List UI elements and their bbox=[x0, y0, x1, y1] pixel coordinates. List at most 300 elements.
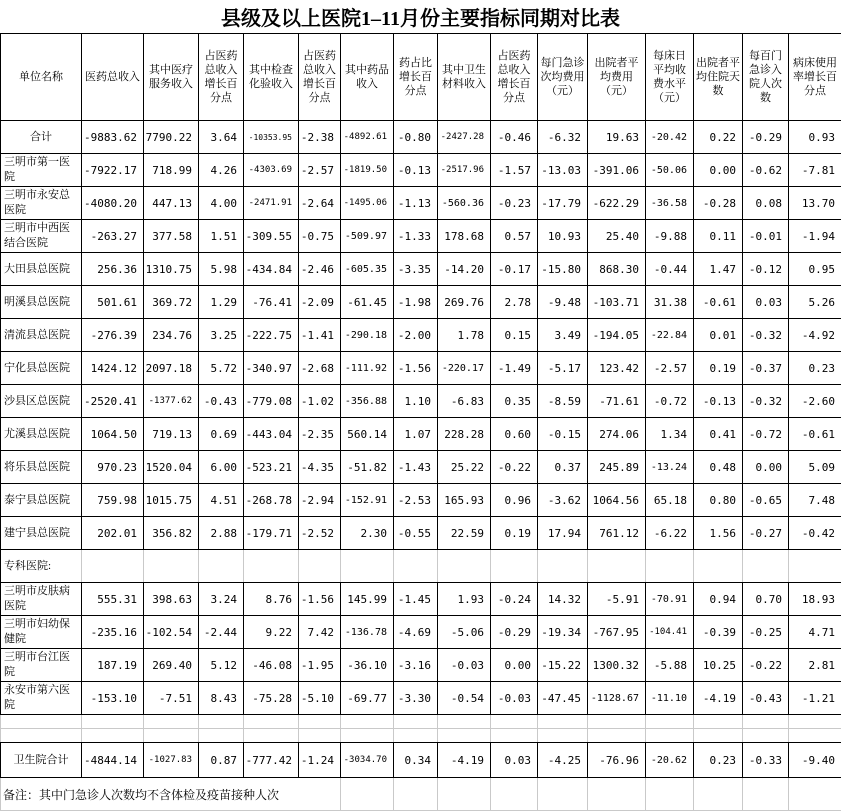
value-cell: 13.70 bbox=[789, 187, 841, 220]
value-cell: -7.51 bbox=[144, 682, 199, 715]
value-cell: 0.37 bbox=[538, 451, 588, 484]
row-label: 三明市第一医院 bbox=[1, 154, 82, 187]
empty-cell bbox=[646, 550, 694, 583]
value-cell: -268.78 bbox=[244, 484, 299, 517]
value-cell: 0.03 bbox=[743, 286, 789, 319]
value-cell: 6.00 bbox=[199, 451, 244, 484]
table-row bbox=[1, 583, 841, 616]
table-row bbox=[1, 743, 841, 778]
value-cell: -2.57 bbox=[299, 154, 341, 187]
value-cell: 0.80 bbox=[694, 484, 743, 517]
value-cell: -1.56 bbox=[394, 352, 438, 385]
value-cell: 0.19 bbox=[491, 517, 538, 550]
row-label: 永安市第六医院 bbox=[1, 682, 82, 715]
empty-cell bbox=[341, 715, 394, 729]
value-cell: 4.71 bbox=[789, 616, 841, 649]
footnote: 备注：其中门急诊人次数均不含体检及疫苗接种人次 bbox=[1, 778, 341, 811]
empty-cell bbox=[394, 778, 438, 811]
value-cell: 145.99 bbox=[341, 583, 394, 616]
value-cell: 65.18 bbox=[646, 484, 694, 517]
value-cell: -2.60 bbox=[789, 385, 841, 418]
value-cell: 0.95 bbox=[789, 253, 841, 286]
empty-cell bbox=[743, 729, 789, 743]
value-cell: 1064.56 bbox=[588, 484, 646, 517]
row-label: 三明市中西医结合医院 bbox=[1, 220, 82, 253]
value-cell: -560.36 bbox=[438, 187, 491, 220]
value-cell: -2.09 bbox=[299, 286, 341, 319]
value-cell: -391.06 bbox=[588, 154, 646, 187]
value-cell: 17.94 bbox=[538, 517, 588, 550]
value-cell: -1.13 bbox=[394, 187, 438, 220]
table-row bbox=[1, 517, 841, 550]
value-cell: -5.88 bbox=[646, 649, 694, 682]
empty-cell bbox=[646, 715, 694, 729]
value-cell: -194.05 bbox=[588, 319, 646, 352]
value-cell: -5.91 bbox=[588, 583, 646, 616]
table-row bbox=[1, 451, 841, 484]
value-cell: -1.49 bbox=[491, 352, 538, 385]
value-cell: -0.23 bbox=[491, 187, 538, 220]
row-label: 清流县总医院 bbox=[1, 319, 82, 352]
value-cell: -2.68 bbox=[299, 352, 341, 385]
table-row bbox=[1, 121, 841, 154]
value-cell: -136.78 bbox=[341, 616, 394, 649]
empty-row bbox=[1, 715, 841, 729]
value-cell: -0.44 bbox=[646, 253, 694, 286]
value-cell: 256.36 bbox=[82, 253, 144, 286]
empty-cell bbox=[743, 550, 789, 583]
value-cell: -9.48 bbox=[538, 286, 588, 319]
empty-cell bbox=[538, 715, 588, 729]
value-cell: -1819.50 bbox=[341, 154, 394, 187]
value-cell: 0.23 bbox=[789, 352, 841, 385]
value-cell: -1.33 bbox=[394, 220, 438, 253]
value-cell: -15.80 bbox=[538, 253, 588, 286]
value-cell: -10353.95 bbox=[244, 121, 299, 154]
value-cell: 0.87 bbox=[199, 743, 244, 778]
value-cell: 0.35 bbox=[491, 385, 538, 418]
empty-cell bbox=[491, 778, 538, 811]
value-cell: -0.24 bbox=[491, 583, 538, 616]
value-cell: 970.23 bbox=[82, 451, 144, 484]
value-cell: -0.37 bbox=[743, 352, 789, 385]
empty-cell bbox=[199, 715, 244, 729]
value-cell: -263.27 bbox=[82, 220, 144, 253]
value-cell: -17.79 bbox=[538, 187, 588, 220]
value-cell: 1520.04 bbox=[144, 451, 199, 484]
value-cell: -2517.96 bbox=[438, 154, 491, 187]
value-cell: 202.01 bbox=[82, 517, 144, 550]
value-cell: -2.53 bbox=[394, 484, 438, 517]
table-row bbox=[1, 220, 841, 253]
empty-cell bbox=[244, 715, 299, 729]
value-cell: 5.26 bbox=[789, 286, 841, 319]
empty-cell bbox=[694, 550, 743, 583]
value-cell: 25.22 bbox=[438, 451, 491, 484]
empty-cell bbox=[438, 778, 491, 811]
value-cell: -1027.83 bbox=[144, 743, 199, 778]
value-cell: -13.24 bbox=[646, 451, 694, 484]
value-cell: 14.32 bbox=[538, 583, 588, 616]
empty-cell bbox=[491, 550, 538, 583]
table-row bbox=[1, 616, 841, 649]
value-cell: 1015.75 bbox=[144, 484, 199, 517]
value-cell: -622.29 bbox=[588, 187, 646, 220]
table-row bbox=[1, 649, 841, 682]
value-cell: -0.29 bbox=[743, 121, 789, 154]
column-header: 占医药总收入增长百分点 bbox=[199, 34, 244, 121]
value-cell: -1.43 bbox=[394, 451, 438, 484]
value-cell: -2471.91 bbox=[244, 187, 299, 220]
value-cell: -51.82 bbox=[341, 451, 394, 484]
value-cell: -0.33 bbox=[743, 743, 789, 778]
value-cell: 7.48 bbox=[789, 484, 841, 517]
value-cell: -71.61 bbox=[588, 385, 646, 418]
value-cell: 7790.22 bbox=[144, 121, 199, 154]
empty-cell bbox=[743, 778, 789, 811]
value-cell: -5.17 bbox=[538, 352, 588, 385]
value-cell: -11.10 bbox=[646, 682, 694, 715]
empty-cell bbox=[341, 729, 394, 743]
empty-cell bbox=[438, 550, 491, 583]
empty-cell bbox=[341, 550, 394, 583]
column-header: 医药总收入 bbox=[82, 34, 144, 121]
value-cell: 178.68 bbox=[438, 220, 491, 253]
empty-cell bbox=[299, 550, 341, 583]
value-cell: -2.94 bbox=[299, 484, 341, 517]
value-cell: 0.96 bbox=[491, 484, 538, 517]
value-cell: -69.77 bbox=[341, 682, 394, 715]
value-cell: 2097.18 bbox=[144, 352, 199, 385]
value-cell: -4.69 bbox=[394, 616, 438, 649]
table-row bbox=[1, 484, 841, 517]
value-cell: -220.17 bbox=[438, 352, 491, 385]
value-cell: -1.95 bbox=[299, 649, 341, 682]
value-cell: -2.52 bbox=[299, 517, 341, 550]
value-cell: -0.61 bbox=[789, 418, 841, 451]
value-cell: -4.19 bbox=[694, 682, 743, 715]
table-row bbox=[1, 418, 841, 451]
value-cell: -0.03 bbox=[438, 649, 491, 682]
value-cell: -309.55 bbox=[244, 220, 299, 253]
value-cell: 22.59 bbox=[438, 517, 491, 550]
value-cell: 0.23 bbox=[694, 743, 743, 778]
empty-cell bbox=[244, 729, 299, 743]
value-cell: -5.06 bbox=[438, 616, 491, 649]
empty-row bbox=[1, 729, 841, 743]
value-cell: -2.44 bbox=[199, 616, 244, 649]
row-label: 卫生院合计 bbox=[1, 743, 82, 778]
value-cell: 1.47 bbox=[694, 253, 743, 286]
value-cell: -8.59 bbox=[538, 385, 588, 418]
column-header: 占医药总收入增长百分点 bbox=[491, 34, 538, 121]
row-label: 合计 bbox=[1, 121, 82, 154]
value-cell: -0.32 bbox=[743, 319, 789, 352]
empty-cell bbox=[538, 778, 588, 811]
empty-cell bbox=[1, 729, 82, 743]
table-row bbox=[1, 682, 841, 715]
value-cell: -3.35 bbox=[394, 253, 438, 286]
empty-cell bbox=[394, 550, 438, 583]
value-cell: 165.93 bbox=[438, 484, 491, 517]
empty-cell bbox=[646, 729, 694, 743]
value-cell: 398.63 bbox=[144, 583, 199, 616]
value-cell: -46.08 bbox=[244, 649, 299, 682]
table-row bbox=[1, 319, 841, 352]
value-cell: -0.13 bbox=[694, 385, 743, 418]
value-cell: -9.40 bbox=[789, 743, 841, 778]
value-cell: 1.51 bbox=[199, 220, 244, 253]
value-cell: -0.25 bbox=[743, 616, 789, 649]
value-cell: -0.27 bbox=[743, 517, 789, 550]
table-row bbox=[1, 187, 841, 220]
value-cell: 1.07 bbox=[394, 418, 438, 451]
value-cell: -0.13 bbox=[394, 154, 438, 187]
row-label: 宁化县总医院 bbox=[1, 352, 82, 385]
empty-cell bbox=[789, 778, 841, 811]
value-cell: -14.20 bbox=[438, 253, 491, 286]
empty-cell bbox=[82, 550, 144, 583]
value-cell: 0.70 bbox=[743, 583, 789, 616]
value-cell: -0.46 bbox=[491, 121, 538, 154]
value-cell: 0.93 bbox=[789, 121, 841, 154]
value-cell: -3034.70 bbox=[341, 743, 394, 778]
value-cell: 19.63 bbox=[588, 121, 646, 154]
table-row bbox=[1, 154, 841, 187]
value-cell: -0.72 bbox=[646, 385, 694, 418]
value-cell: -102.54 bbox=[144, 616, 199, 649]
value-cell: 5.72 bbox=[199, 352, 244, 385]
value-cell: 0.48 bbox=[694, 451, 743, 484]
value-cell: -7922.17 bbox=[82, 154, 144, 187]
empty-cell bbox=[199, 729, 244, 743]
value-cell: 0.57 bbox=[491, 220, 538, 253]
column-header: 每门急诊次均费用（元） bbox=[538, 34, 588, 121]
value-cell: 2.78 bbox=[491, 286, 538, 319]
value-cell: -4844.14 bbox=[82, 743, 144, 778]
value-cell: -523.21 bbox=[244, 451, 299, 484]
value-cell: 4.00 bbox=[199, 187, 244, 220]
value-cell: 8.43 bbox=[199, 682, 244, 715]
empty-cell bbox=[82, 715, 144, 729]
value-cell: 0.94 bbox=[694, 583, 743, 616]
value-cell: 10.25 bbox=[694, 649, 743, 682]
value-cell: -3.16 bbox=[394, 649, 438, 682]
empty-cell bbox=[491, 715, 538, 729]
value-cell: 5.12 bbox=[199, 649, 244, 682]
value-cell: 0.22 bbox=[694, 121, 743, 154]
column-header: 其中检查化验收入 bbox=[244, 34, 299, 121]
value-cell: 0.01 bbox=[694, 319, 743, 352]
empty-cell bbox=[144, 729, 199, 743]
value-cell: -434.84 bbox=[244, 253, 299, 286]
value-cell: -2427.28 bbox=[438, 121, 491, 154]
row-label: 三明市台江医院 bbox=[1, 649, 82, 682]
value-cell: -1.94 bbox=[789, 220, 841, 253]
row-label: 三明市妇幼保健院 bbox=[1, 616, 82, 649]
value-cell: -290.18 bbox=[341, 319, 394, 352]
value-cell: -4.25 bbox=[538, 743, 588, 778]
value-cell: 18.93 bbox=[789, 583, 841, 616]
value-cell: -6.83 bbox=[438, 385, 491, 418]
value-cell: -179.71 bbox=[244, 517, 299, 550]
value-cell: -0.43 bbox=[743, 682, 789, 715]
value-cell: 187.19 bbox=[82, 649, 144, 682]
row-label: 沙县区总医院 bbox=[1, 385, 82, 418]
row-label: 三明市皮肤病医院 bbox=[1, 583, 82, 616]
value-cell: -153.10 bbox=[82, 682, 144, 715]
value-cell: 269.40 bbox=[144, 649, 199, 682]
value-cell: -111.92 bbox=[341, 352, 394, 385]
value-cell: -0.55 bbox=[394, 517, 438, 550]
value-cell: 0.60 bbox=[491, 418, 538, 451]
value-cell: -6.32 bbox=[538, 121, 588, 154]
value-cell: 3.25 bbox=[199, 319, 244, 352]
value-cell: -1.56 bbox=[299, 583, 341, 616]
value-cell: -443.04 bbox=[244, 418, 299, 451]
value-cell: 555.31 bbox=[82, 583, 144, 616]
value-cell: 0.34 bbox=[394, 743, 438, 778]
empty-cell bbox=[588, 778, 646, 811]
column-header: 单位名称 bbox=[1, 34, 82, 121]
empty-cell bbox=[438, 729, 491, 743]
value-cell: 369.72 bbox=[144, 286, 199, 319]
value-cell: -3.30 bbox=[394, 682, 438, 715]
value-cell: -13.03 bbox=[538, 154, 588, 187]
value-cell: -6.22 bbox=[646, 517, 694, 550]
section-row bbox=[1, 550, 841, 583]
value-cell: 5.09 bbox=[789, 451, 841, 484]
value-cell: 5.98 bbox=[199, 253, 244, 286]
table-row bbox=[1, 286, 841, 319]
value-cell: -1.21 bbox=[789, 682, 841, 715]
value-cell: -2.38 bbox=[299, 121, 341, 154]
value-cell: 718.99 bbox=[144, 154, 199, 187]
value-cell: 1300.32 bbox=[588, 649, 646, 682]
row-label: 明溪县总医院 bbox=[1, 286, 82, 319]
value-cell: 1310.75 bbox=[144, 253, 199, 286]
value-cell: 9.22 bbox=[244, 616, 299, 649]
value-cell: 269.76 bbox=[438, 286, 491, 319]
value-cell: 1064.50 bbox=[82, 418, 144, 451]
value-cell: -0.54 bbox=[438, 682, 491, 715]
header-row bbox=[1, 34, 841, 121]
value-cell: -36.10 bbox=[341, 649, 394, 682]
value-cell: -0.01 bbox=[743, 220, 789, 253]
value-cell: -0.75 bbox=[299, 220, 341, 253]
value-cell: 3.24 bbox=[199, 583, 244, 616]
value-cell: -9.88 bbox=[646, 220, 694, 253]
value-cell: 377.58 bbox=[144, 220, 199, 253]
value-cell: 10.93 bbox=[538, 220, 588, 253]
value-cell: -36.58 bbox=[646, 187, 694, 220]
empty-cell bbox=[538, 550, 588, 583]
value-cell: 501.61 bbox=[82, 286, 144, 319]
value-cell: 274.06 bbox=[588, 418, 646, 451]
column-header: 其中卫生材料收入 bbox=[438, 34, 491, 121]
value-cell: -4303.69 bbox=[244, 154, 299, 187]
value-cell: -47.45 bbox=[538, 682, 588, 715]
column-header: 其中医疗服务收入 bbox=[144, 34, 199, 121]
value-cell: -103.71 bbox=[588, 286, 646, 319]
row-label: 泰宁县总医院 bbox=[1, 484, 82, 517]
value-cell: -1128.67 bbox=[588, 682, 646, 715]
value-cell: -2.64 bbox=[299, 187, 341, 220]
empty-cell bbox=[341, 778, 394, 811]
value-cell: -0.15 bbox=[538, 418, 588, 451]
value-cell: -340.97 bbox=[244, 352, 299, 385]
empty-cell bbox=[694, 715, 743, 729]
value-cell: 228.28 bbox=[438, 418, 491, 451]
value-cell: -0.39 bbox=[694, 616, 743, 649]
value-cell: -20.42 bbox=[646, 121, 694, 154]
value-cell: -50.06 bbox=[646, 154, 694, 187]
empty-cell bbox=[743, 715, 789, 729]
value-cell: -1.98 bbox=[394, 286, 438, 319]
value-cell: -1.02 bbox=[299, 385, 341, 418]
value-cell: 123.42 bbox=[588, 352, 646, 385]
value-cell: 1.29 bbox=[199, 286, 244, 319]
value-cell: 245.89 bbox=[588, 451, 646, 484]
value-cell: 3.49 bbox=[538, 319, 588, 352]
value-cell: -509.97 bbox=[341, 220, 394, 253]
value-cell: 560.14 bbox=[341, 418, 394, 451]
value-cell: -4080.20 bbox=[82, 187, 144, 220]
value-cell: -0.17 bbox=[491, 253, 538, 286]
value-cell: 1.56 bbox=[694, 517, 743, 550]
value-cell: -3.62 bbox=[538, 484, 588, 517]
value-cell: -76.96 bbox=[588, 743, 646, 778]
value-cell: -5.10 bbox=[299, 682, 341, 715]
empty-cell bbox=[588, 550, 646, 583]
value-cell: 2.30 bbox=[341, 517, 394, 550]
table-row bbox=[1, 385, 841, 418]
value-cell: -9883.62 bbox=[82, 121, 144, 154]
empty-cell bbox=[694, 778, 743, 811]
value-cell: -70.91 bbox=[646, 583, 694, 616]
value-cell: 447.13 bbox=[144, 187, 199, 220]
table-row bbox=[1, 352, 841, 385]
value-cell: -0.29 bbox=[491, 616, 538, 649]
value-cell: -4.35 bbox=[299, 451, 341, 484]
empty-cell bbox=[438, 715, 491, 729]
value-cell: 761.12 bbox=[588, 517, 646, 550]
value-cell: -20.62 bbox=[646, 743, 694, 778]
value-cell: -0.72 bbox=[743, 418, 789, 451]
value-cell: -0.61 bbox=[694, 286, 743, 319]
value-cell: -235.16 bbox=[82, 616, 144, 649]
value-cell: -2520.41 bbox=[82, 385, 144, 418]
value-cell: -1377.62 bbox=[144, 385, 199, 418]
value-cell: -276.39 bbox=[82, 319, 144, 352]
value-cell: 759.98 bbox=[82, 484, 144, 517]
value-cell: 868.30 bbox=[588, 253, 646, 286]
value-cell: -777.42 bbox=[244, 743, 299, 778]
value-cell: 2.88 bbox=[199, 517, 244, 550]
value-cell: -75.28 bbox=[244, 682, 299, 715]
value-cell: -0.80 bbox=[394, 121, 438, 154]
empty-cell bbox=[299, 729, 341, 743]
value-cell: -0.28 bbox=[694, 187, 743, 220]
value-cell: 0.15 bbox=[491, 319, 538, 352]
empty-cell bbox=[646, 778, 694, 811]
row-label: 大田县总医院 bbox=[1, 253, 82, 286]
empty-cell bbox=[144, 715, 199, 729]
value-cell: -222.75 bbox=[244, 319, 299, 352]
value-cell: -0.42 bbox=[789, 517, 841, 550]
empty-cell bbox=[1, 715, 82, 729]
value-cell: 3.64 bbox=[199, 121, 244, 154]
